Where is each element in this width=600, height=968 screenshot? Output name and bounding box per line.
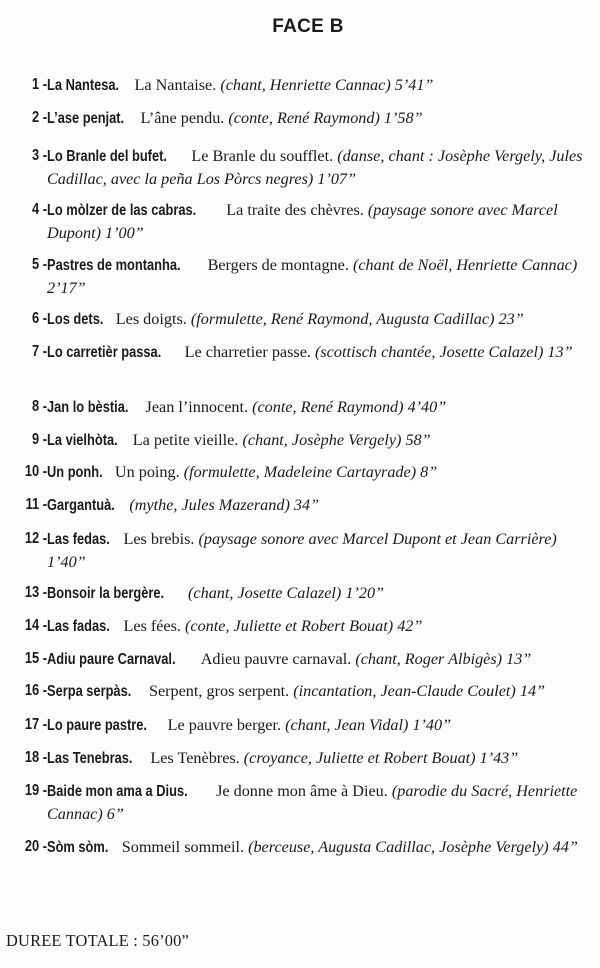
track-occitan-title: Las fedas. bbox=[47, 531, 110, 548]
track-occitan-title: Sòm sòm. bbox=[47, 839, 109, 856]
track-occitan-title: Pastres de montanha. bbox=[47, 257, 181, 274]
track-description: (chant de Noël, Henriette Cannac) bbox=[352, 256, 578, 274]
track-occitan-title: La Nantesa. bbox=[47, 77, 120, 94]
track-number: 10 - bbox=[24, 463, 47, 480]
track-french-title: Le Branle du soufflet. bbox=[191, 147, 334, 165]
track-description: (berceuse, Augusta Cadillac, Josèphe Vergely) bbox=[248, 838, 549, 856]
track-occitan-title: Los dets. bbox=[47, 311, 104, 328]
track-description: (chant, Jean Vidal) bbox=[285, 716, 409, 734]
track-number: 6 - bbox=[31, 310, 47, 327]
track-duration: 8” bbox=[420, 463, 438, 481]
track-occitan-title: Un ponh. bbox=[47, 464, 103, 481]
track-occitan-title: Las Tenebras. bbox=[47, 750, 133, 767]
track-french-title: La traite des chèvres. bbox=[226, 201, 364, 219]
track-duration: 34” bbox=[293, 496, 320, 514]
track-occitan-title: La vielhòta. bbox=[47, 432, 118, 449]
track-french-title: Les brebis. bbox=[123, 530, 195, 548]
track-number: 19 - bbox=[24, 782, 47, 799]
track-description: (chant, Josette Calazel) bbox=[188, 584, 342, 602]
track-french-title: Un poing. bbox=[114, 463, 180, 481]
track-occitan-title: Serpa serpàs. bbox=[47, 683, 132, 700]
track-french-title: Sommeil sommeil. bbox=[121, 838, 245, 856]
track-duration: 1’07” bbox=[317, 170, 357, 188]
track-description: (danse, chant : Josèphe Vergely, Jules Cadillac, avec la peña Los Pòrcs negres) bbox=[47, 147, 583, 188]
track-duration: 6” bbox=[106, 805, 124, 823]
track-french-title: Les doigts. bbox=[115, 310, 187, 328]
track-french-title: La petite vieille. bbox=[132, 431, 239, 449]
track-number: 4 - bbox=[31, 201, 47, 218]
track-duration: 1’40” bbox=[47, 553, 86, 571]
track-number: 17 - bbox=[24, 716, 47, 733]
track-description: (formulette, René Raymond, Augusta Cadillac) bbox=[190, 310, 495, 328]
track-duration: 23” bbox=[498, 310, 524, 328]
track-number: 16 - bbox=[24, 682, 47, 699]
track-occitan-title: Bonsoir la bergère. bbox=[47, 585, 165, 602]
track-occitan-title: Adiu paure Carnaval. bbox=[47, 651, 176, 668]
track-occitan-title: Jan lo bèstia. bbox=[47, 399, 129, 416]
track-description: (incantation, Jean-Claude Coulet) bbox=[293, 682, 516, 700]
track-description: (mythe, Jules Mazerand) bbox=[129, 496, 290, 514]
track-duration: 13” bbox=[547, 343, 573, 361]
track-description: (conte, Juliette et Robert Bouat) bbox=[185, 617, 394, 635]
track-number: 20 - bbox=[24, 838, 47, 855]
track-duration: 58” bbox=[405, 431, 431, 449]
track-duration: 4’40” bbox=[407, 398, 447, 416]
track-description: (conte, René Raymond) bbox=[228, 109, 380, 127]
track-french-title: Bergers de montagne. bbox=[207, 256, 349, 274]
track-french-title: L’âne pendu. bbox=[140, 109, 225, 127]
track-duration: 1’00” bbox=[105, 224, 144, 242]
track-description: (conte, René Raymond) bbox=[252, 398, 404, 416]
track-french-title: Je donne mon âme à Dieu. bbox=[216, 782, 388, 800]
track-number: 9 - bbox=[31, 431, 47, 448]
track-description: (scottisch chantée, Josette Calazel) bbox=[314, 343, 544, 361]
track-description: (croyance, Juliette et Robert Bouat) bbox=[243, 749, 476, 767]
track-description: (paysage sonore avec Marcel Dupont et Jean Carrière) bbox=[198, 530, 557, 548]
track-french-title: Les Tenèbres. bbox=[150, 749, 240, 767]
track-french-title: Adieu pauvre carnaval. bbox=[200, 650, 352, 668]
track-french-title: Serpent, gros serpent. bbox=[148, 682, 290, 700]
track-description: (parodie du Sacré, Henriette Cannac) bbox=[47, 782, 578, 823]
track-number: 13 - bbox=[24, 584, 47, 601]
track-number: 12 - bbox=[24, 530, 47, 547]
face-title: FACE B bbox=[272, 16, 344, 37]
track-occitan-title: Lo carretièr passa. bbox=[47, 344, 162, 361]
track-description: (chant, Roger Albigès) bbox=[355, 650, 503, 668]
track-description: (chant, Josèphe Vergely) bbox=[242, 431, 402, 449]
track-duration: 14” bbox=[519, 682, 546, 700]
track-number: 8 - bbox=[31, 398, 47, 415]
track-french-title: Les fées. bbox=[123, 617, 181, 635]
track-french-title: Le charretier passe. bbox=[184, 343, 311, 361]
track-duration: 1’43” bbox=[479, 749, 519, 767]
track-occitan-title: Lo mòlzer de las cabras. bbox=[47, 202, 197, 219]
track-number: 2 - bbox=[31, 109, 47, 126]
track-description: (formulette, Madeleine Cartayrade) bbox=[183, 463, 417, 481]
total-duration: DUREE TOTALE : 56’00” bbox=[6, 931, 190, 950]
track-number: 15 - bbox=[24, 650, 47, 667]
track-duration: 44” bbox=[552, 838, 578, 856]
track-french-title: Jean l’innocent. bbox=[145, 398, 249, 416]
track-description: (chant, Henriette Cannac) bbox=[220, 76, 391, 94]
track-french-title: Le pauvre berger. bbox=[167, 716, 282, 734]
track-number: 18 - bbox=[24, 749, 47, 766]
track-occitan-title: Las fadas. bbox=[47, 618, 110, 635]
track-occitan-title: L’ase penjat. bbox=[47, 110, 125, 127]
track-number: 11 - bbox=[25, 496, 47, 513]
track-description: (paysage sonore avec Marcel Dupont) bbox=[47, 201, 558, 242]
track-number: 3 - bbox=[31, 147, 47, 164]
track-number: 5 - bbox=[31, 256, 47, 273]
track-number: 7 - bbox=[31, 343, 47, 360]
track-occitan-title: Baide mon ama a Dius. bbox=[47, 783, 188, 800]
track-occitan-title: Lo Branle del bufet. bbox=[47, 148, 167, 165]
track-number: 1 - bbox=[31, 76, 47, 93]
track-duration: 1’40” bbox=[412, 716, 452, 734]
track-number: 14 - bbox=[24, 617, 47, 634]
track-duration: 42” bbox=[397, 617, 423, 635]
track-occitan-title: Gargantuà. bbox=[47, 497, 115, 514]
track-french-title: La Nantaise. bbox=[134, 76, 217, 94]
track-duration: 5’41” bbox=[394, 76, 434, 94]
track-duration: 13” bbox=[506, 650, 532, 668]
track-duration: 1’20” bbox=[345, 584, 385, 602]
track-duration: 2’17” bbox=[47, 279, 86, 297]
track-occitan-title: Lo paure pastre. bbox=[47, 717, 147, 734]
track-duration: 1’58” bbox=[383, 109, 423, 127]
